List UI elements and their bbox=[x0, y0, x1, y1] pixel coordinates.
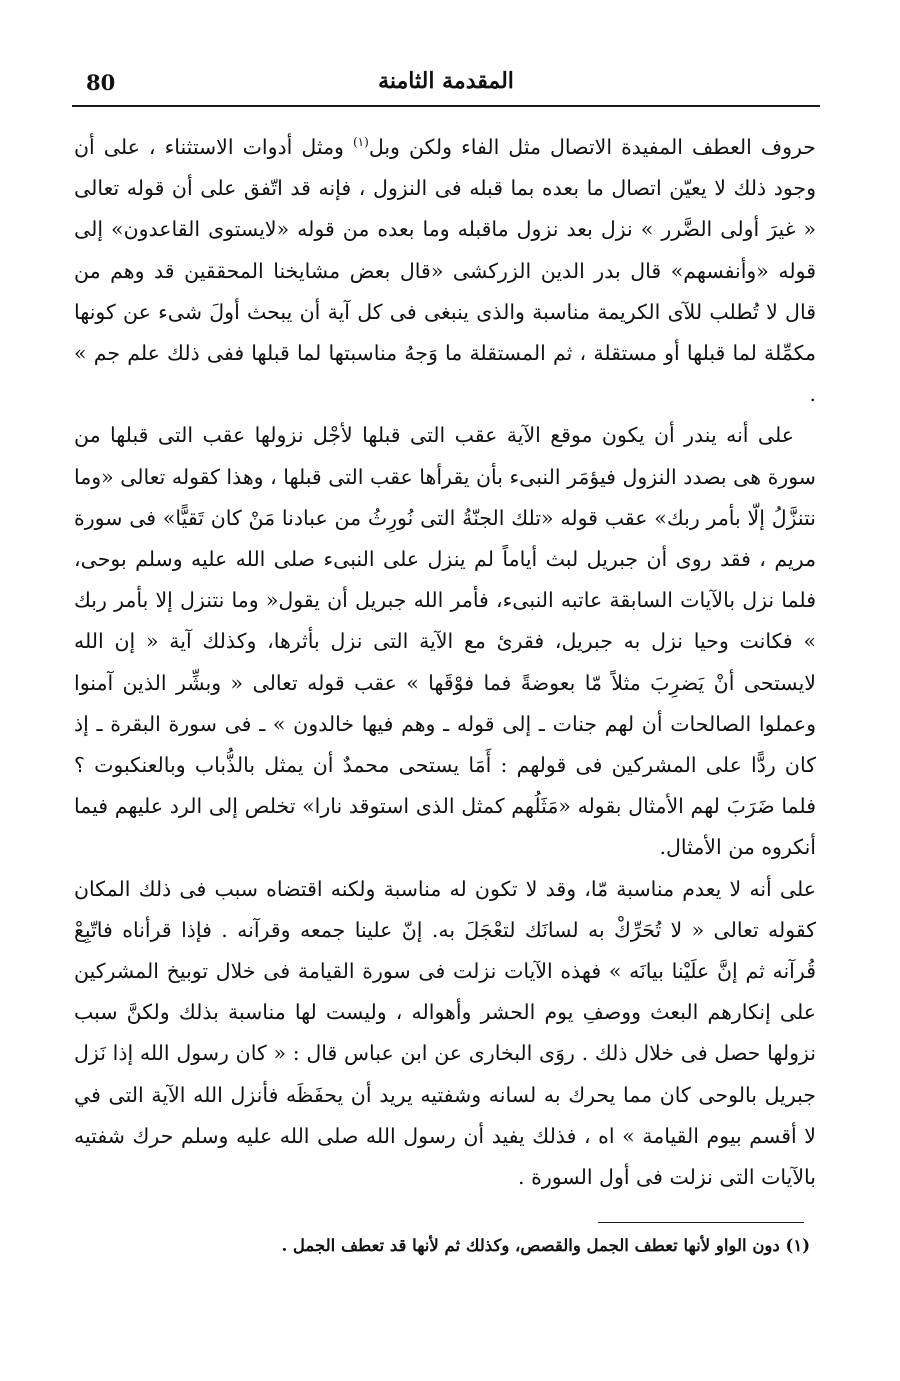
running-header bbox=[72, 62, 820, 102]
header-rule bbox=[72, 105, 820, 107]
paragraph-1-lead: حروف العطف المفيدة الاتصال مثل الفاء ولكن وبل bbox=[368, 135, 816, 159]
footnote: (١) دون الواو لأنها تعطف الجمل والقصص، وكذلك ثم لأنها قد تعطف الجمل . bbox=[281, 1236, 810, 1255]
paragraph-1-rest: ومثل أدوات الاستثناء ، على أن وجود ذلك لا يعيّن اتصال ما بعده بما قبله فى النزول ، فإنه قد اتّفق على أن قوله تعالى « غيرَ أولى الضَّرر » نزل بعد نزول ماقبله وما بعده من قوله «لايستوى القاعدون» إلى قوله «وأنفسهم» قال بدر الدين الزركشى «قال بعض مشايخنا المحققين قد وهم من قال لا تُطلب للآى الكريمة مناسبة والذى ينبغى فى كل آية أن يبحث أولَ شىء عن كونها مكمِّلة لما قبلها أو مستقلة ، ثم المستقلة ما وَجهُ مناسبتها لما قبلها ففى ذلك علم جم » . bbox=[74, 135, 816, 407]
paragraph-2: على أنه يندر أن يكون موقع الآية عقب التى قبلها لأجْل نزولها عقب التى قبلها من سورة هى بصدد النزول فيؤمَر النبىء بأن يقرأها عقب التى قبلها ، وهذا كقوله تعالى «وما نتنزَّلُ إلّا بأمر ربك» عقب قوله «تلك الجنّةُ التى نُورِثُ من عبادنا مَنْ كان تَقيًّا» فى سورة مريم ، فقد روى أن جبريل لبث أياماً لم ينزل على النبىء صلى الله عليه وسلم بوحى، فلما نزل بالآيات السابقة عاتبه النبىء، فأمر الله جبريل أن يقول« وما نتنزل إلا بأمر ربك » فكانت وحيا نزل به جبريل، فقرئ مع الآية التى نزل بأثرها، وكذلك آية « إن الله لايستحى أنْ يَضرِبَ مثلاً مّا بعوضةً فما فوْقَها » عقب قوله تعالى « وبشِّر الذين آمنوا وعملوا الصالحات أن لهم جنات ـ إلى قوله ـ وهم فيها خالدون » ـ فى سورة البقرة ـ إذ كان ردًّا على المشركين فى قولهم : أَمَا يستحى محمدٌ أن يمثل بالذُّباب وبالعنكبوت ؟ فلما ضَرَبَ لهم الأمثال بقوله «مَثَلُهم كمثل الذى استوقد نارا» تخلص إلى الرد عليهم فيما أنكروه من الأمثال. bbox=[74, 423, 816, 860]
chapter-title: المقدمة الثامنة bbox=[378, 68, 514, 94]
paragraph-3: على أنه لا يعدم مناسبة مّا، وقد لا تكون له مناسبة ولكنه اقتضاه سبب فى ذلك المكان كقوله تعالى « لا تُحَرِّكْ به لسانَك لتعْجَلَ به. إنّ علينا جمعه وقرآنه . فإذا قرأناه فاتّبِعْ قُرآنه ثم إنَّ علَيْنا بيانَه » فهذه الآيات نزلت فى سورة القيامة فى خلال توبيخ المشركين على إنكارهم البعث ووصفِ يوم الحشر وأهواله ، وليست لها مناسبة بذلك ولكنَّ سبب نزولها حصل فى خلال ذلك . روَى البخارى عن ابن عباس قال : « كان رسول الله إذا نَزل جبريل بالوحى كان مما يحرك به لسانه وشفتيه يريد أن يحفَظَه فأنزل الله الآية التى في لا أقسم بيوم القيامة » اه ، فذلك يفيد أن رسول الله صلى الله عليه وسلم حرك شفتيه بالآيات التى نزلت فى أول السورة . bbox=[74, 876, 816, 1190]
page-number: 80 bbox=[86, 70, 116, 95]
body-text bbox=[74, 127, 816, 1198]
footnote-marker: (١) bbox=[352, 135, 369, 150]
footnote-rule bbox=[598, 1222, 804, 1223]
paragraph-1 bbox=[74, 127, 816, 415]
